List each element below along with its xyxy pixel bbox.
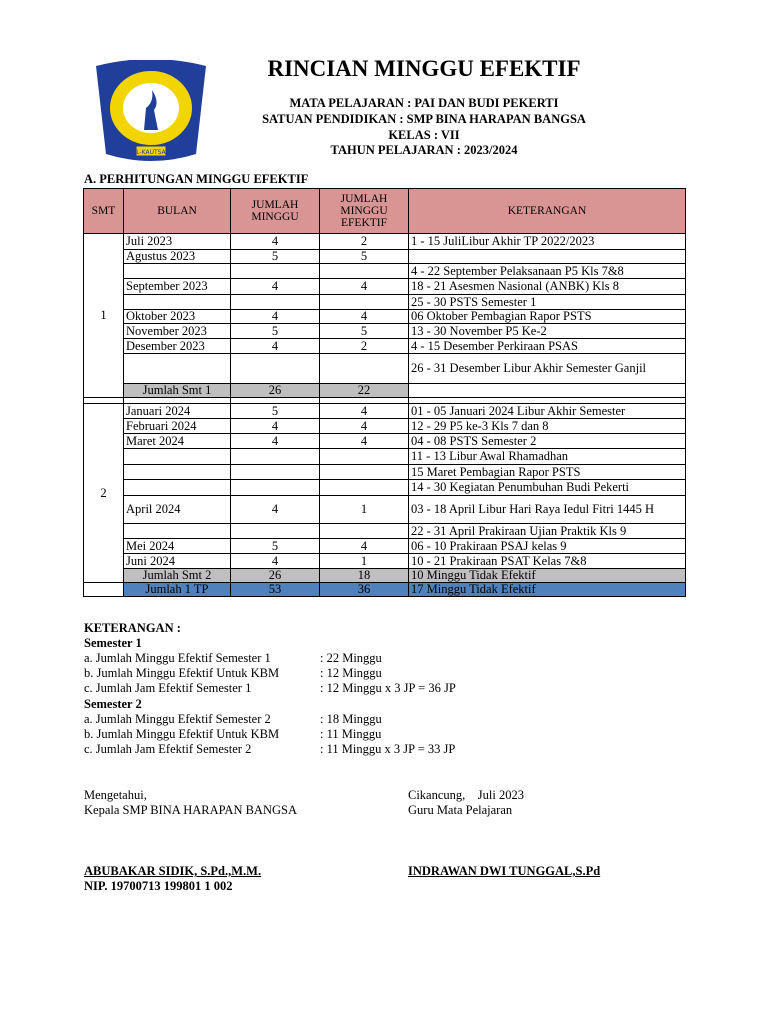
sum-jumlah-efektif: 22: [320, 384, 409, 398]
table-row: [84, 554, 686, 569]
satuan-line: SATUAN PENDIDIKAN : SMP BINA HARAPAN BANGSA: [262, 112, 586, 126]
jumlah-efektif-cell: 1: [320, 554, 409, 569]
keterangan-cell: 01 - 05 Januari 2024 Libur Akhir Semester: [409, 404, 686, 419]
jumlah-efektif-cell: 4: [320, 539, 409, 554]
jumlah-minggu-cell: [231, 295, 320, 310]
jumlah-efektif-cell: 1: [320, 496, 409, 524]
semester1-title: Semester 1: [84, 636, 142, 650]
bulan-cell: Maret 2024: [124, 434, 231, 449]
keterangan-cell: 11 - 13 Libur Awal Rhamadhan: [409, 449, 686, 465]
jumlah-efektif-cell: [320, 449, 409, 465]
keterangan-cell: 25 - 30 PSTS Semester 1: [409, 295, 686, 310]
table-header-row: [84, 189, 686, 234]
sum-jumlah-minggu: 26: [231, 569, 320, 583]
bulan-cell: [124, 264, 231, 279]
sum-row: [84, 569, 686, 583]
jumlah-minggu-cell: [231, 524, 320, 539]
table-row: [84, 310, 686, 324]
guru-label: Guru Mata Pelajaran: [408, 803, 513, 817]
bulan-cell: [124, 465, 231, 480]
section-a-title: A. PERHITUNGAN MINGGU EFEKTIF: [84, 172, 309, 186]
header-bulan: BULAN: [124, 189, 231, 234]
keterangan-cell: 26 - 31 Desember Libur Akhir Semester Ganjil: [409, 354, 686, 384]
table-row: [84, 434, 686, 449]
keterangan-line: [84, 666, 584, 681]
sum-label: Jumlah Smt 2: [124, 569, 231, 583]
jumlah-minggu-cell: 4: [231, 434, 320, 449]
jumlah-efektif-cell: [320, 465, 409, 480]
table-row: [84, 295, 686, 310]
jumlah-efektif-cell: [320, 295, 409, 310]
mapel-line: MATA PELAJARAN : PAI DAN BUDI PEKERTI: [289, 96, 559, 110]
keterangan-cell: 15 Maret Pembagian Rapor PSTS: [409, 465, 686, 480]
keterangan-cell: 1 - 15 JuliLibur Akhir TP 2022/2023: [409, 234, 686, 250]
keterangan-value: : 12 Minggu: [320, 666, 382, 680]
header-jumlah-minggu: JUMLAH MINGGU: [231, 189, 320, 234]
jumlah-efektif-cell: 4: [320, 404, 409, 419]
table-row: [84, 264, 686, 279]
bulan-cell: [124, 449, 231, 465]
jumlah-efektif-cell: 4: [320, 434, 409, 449]
table-row: [84, 404, 686, 419]
table-row: [84, 419, 686, 434]
semester-2-cell: 2: [84, 404, 124, 583]
keterangan-cell: 06 - 10 Prakiraan PSAJ kelas 9: [409, 539, 686, 554]
header-keterangan: KETERANGAN: [409, 189, 686, 234]
keterangan-value: : 22 Minggu: [320, 651, 382, 665]
jumlah-efektif-cell: [320, 354, 409, 384]
jumlah-minggu-cell: 4: [231, 279, 320, 295]
keterangan-line: [84, 651, 584, 666]
keterangan-cell: 14 - 30 Kegiatan Penumbuhan Budi Pekerti: [409, 480, 686, 496]
table-row: [84, 324, 686, 339]
jumlah-efektif-cell: 4: [320, 279, 409, 295]
header-smt: SMT: [84, 189, 124, 234]
table-row: [84, 524, 686, 539]
kelas-line: KELAS : VII: [388, 128, 460, 142]
total-row: [84, 583, 686, 597]
keterangan-cell: 06 Oktober Pembagian Rapor PSTS: [409, 310, 686, 324]
jumlah-minggu-cell: 4: [231, 234, 320, 250]
bulan-cell: April 2024: [124, 496, 231, 524]
keterangan-cell: 10 - 21 Prakiraan PSAT Kelas 7&8: [409, 554, 686, 569]
header-jumlah-efektif: JUMLAH MINGGU EFEKTIF: [320, 189, 409, 234]
jumlah-minggu-cell: 4: [231, 419, 320, 434]
sum-keterangan: [409, 384, 686, 398]
jumlah-minggu-cell: 4: [231, 554, 320, 569]
jumlah-minggu-cell: 5: [231, 250, 320, 264]
kepala-sekolah-label: Kepala SMP BINA HARAPAN BANGSA: [84, 803, 297, 817]
sum-label: Jumlah Smt 1: [124, 384, 231, 398]
table-row: [84, 539, 686, 554]
sum-keterangan: 17 Minggu Tidak Efektif: [409, 583, 686, 597]
keterangan-cell: 03 - 18 April Libur Hari Raya Iedul Fitri 1445 H: [409, 496, 686, 524]
jumlah-minggu-cell: 5: [231, 539, 320, 554]
table-row: [84, 465, 686, 480]
school-logo: [92, 60, 210, 164]
jumlah-minggu-cell: 4: [231, 310, 320, 324]
kepala-sekolah-name: ABUBAKAR SIDIK, S.Pd.,M.M.: [84, 864, 262, 878]
table-row: [84, 234, 686, 250]
table-row: [84, 339, 686, 354]
empty-cell: [84, 583, 124, 597]
tahun-line: TAHUN PELAJARAN : 2023/2024: [330, 143, 518, 157]
table-row: [84, 250, 686, 264]
keterangan-cell: 22 - 31 April Prakiraan Ujian Praktik Kls 9: [409, 524, 686, 539]
jumlah-efektif-cell: [320, 524, 409, 539]
keterangan-cell: [409, 250, 686, 264]
bulan-cell: Oktober 2023: [124, 310, 231, 324]
keterangan-label: c. Jumlah Jam Efektif Semester 2: [84, 742, 252, 756]
jumlah-minggu-cell: [231, 354, 320, 384]
minggu-efektif-table: [83, 188, 686, 597]
sum-jumlah-minggu: 26: [231, 384, 320, 398]
jumlah-efektif-cell: 2: [320, 339, 409, 354]
keterangan-cell: 04 - 08 PSTS Semester 2: [409, 434, 686, 449]
keterangan-label: c. Jumlah Jam Efektif Semester 1: [84, 681, 252, 695]
guru-name: INDRAWAN DWI TUNGGAL,S.Pd: [408, 864, 601, 878]
keterangan-value: : 18 Minggu: [320, 712, 382, 726]
keterangan-value: : 12 Minggu x 3 JP = 36 JP: [320, 681, 456, 695]
logo-bottom-text: AL-KAUTSAR: [132, 149, 170, 156]
jumlah-efektif-cell: 4: [320, 310, 409, 324]
keterangan-label: b. Jumlah Minggu Efektif Untuk KBM: [84, 666, 280, 680]
table-row: [84, 279, 686, 295]
jumlah-minggu-cell: 5: [231, 324, 320, 339]
keterangan-title: KETERANGAN :: [84, 621, 181, 635]
bulan-cell: Juli 2023: [124, 234, 231, 250]
bulan-cell: November 2023: [124, 324, 231, 339]
keterangan-label: a. Jumlah Minggu Efektif Semester 2: [84, 712, 271, 726]
bulan-cell: Februari 2024: [124, 419, 231, 434]
jumlah-minggu-cell: 5: [231, 404, 320, 419]
semester-1-cell: 1: [84, 234, 124, 398]
jumlah-minggu-cell: [231, 449, 320, 465]
semester2-title: Semester 2: [84, 697, 142, 711]
jumlah-efektif-cell: 5: [320, 250, 409, 264]
jumlah-efektif-cell: 2: [320, 234, 409, 250]
sum-keterangan: 10 Minggu Tidak Efektif: [409, 569, 686, 583]
bulan-cell: September 2023: [124, 279, 231, 295]
bulan-cell: Desember 2023: [124, 339, 231, 354]
sum-row: [84, 384, 686, 398]
table-row: [84, 480, 686, 496]
kepala-sekolah-nip: NIP. 19700713 199801 1 002: [84, 879, 233, 893]
keterangan-cell: 18 - 21 Asesmen Nasional (ANBK) Kls 8: [409, 279, 686, 295]
bulan-cell: Agustus 2023: [124, 250, 231, 264]
bulan-cell: [124, 295, 231, 310]
keterangan-cell: 13 - 30 November P5 Ke-2: [409, 324, 686, 339]
keterangan-line: [84, 742, 584, 757]
sum-jumlah-minggu: 53: [231, 583, 320, 597]
keterangan-value: : 11 Minggu x 3 JP = 33 JP: [320, 742, 456, 756]
keterangan-cell: 4 - 22 September Pelaksanaan P5 Kls 7&8: [409, 264, 686, 279]
keterangan-value: : 11 Minggu: [320, 727, 382, 741]
bulan-cell: Juni 2024: [124, 554, 231, 569]
keterangan-label: b. Jumlah Minggu Efektif Untuk KBM: [84, 727, 280, 741]
sum-jumlah-efektif: 18: [320, 569, 409, 583]
sum-label: Jumlah 1 TP: [124, 583, 231, 597]
jumlah-efektif-cell: [320, 264, 409, 279]
jumlah-minggu-cell: [231, 465, 320, 480]
jumlah-minggu-cell: [231, 480, 320, 496]
keterangan-line: [84, 712, 584, 727]
bulan-cell: Januari 2024: [124, 404, 231, 419]
keterangan-cell: 4 - 15 Desember Perkiraan PSAS: [409, 339, 686, 354]
jumlah-efektif-cell: [320, 480, 409, 496]
mengetahui-text: Mengetahui,: [84, 788, 147, 802]
keterangan-line: [84, 681, 584, 696]
keterangan-line: [84, 727, 584, 742]
sum-jumlah-efektif: 36: [320, 583, 409, 597]
bulan-cell: Mei 2024: [124, 539, 231, 554]
table-row: [84, 354, 686, 384]
place-date: Cikancung, Juli 2023: [408, 788, 524, 802]
keterangan-cell: 12 - 29 P5 ke-3 Kls 7 dan 8: [409, 419, 686, 434]
table-row: [84, 496, 686, 524]
keterangan-label: a. Jumlah Minggu Efektif Semester 1: [84, 651, 271, 665]
jumlah-minggu-cell: [231, 264, 320, 279]
bulan-cell: [124, 354, 231, 384]
jumlah-minggu-cell: 4: [231, 339, 320, 354]
bulan-cell: [124, 524, 231, 539]
jumlah-minggu-cell: 4: [231, 496, 320, 524]
table-row: [84, 449, 686, 465]
bulan-cell: [124, 480, 231, 496]
jumlah-efektif-cell: 4: [320, 419, 409, 434]
page-title: RINCIAN MINGGU EFEKTIF: [267, 56, 581, 81]
jumlah-efektif-cell: 5: [320, 324, 409, 339]
